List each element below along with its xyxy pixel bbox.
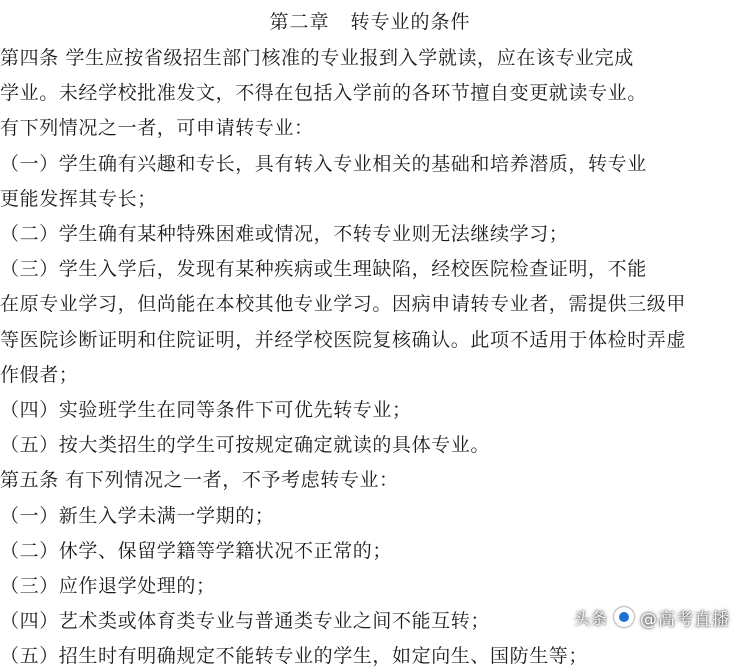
document-line: （二）休学、保留学籍等学籍状况不正常的； [0, 539, 393, 562]
watermark [574, 601, 730, 633]
document-line: 等医院诊断证明和住院证明，并经学校医院复核确认。此项不适用于体检时弄虚 [0, 328, 687, 351]
document-line: 第五条 有下列情况之一者，不予考虑转专业： [0, 469, 399, 492]
document-line: （三）应作退学处理的； [0, 575, 216, 597]
document-line: （三）学生入学后，发现有某种疾病或生理缺陷，经校医院检查证明，不能 [0, 258, 647, 281]
document-line: 学业。未经学校批准发文，不得在包括入学前的各环节擅自变更就读专业。 [0, 82, 647, 105]
document-line: 作假者； [0, 363, 79, 386]
chapter-title: 第二章 转专业的条件 [269, 11, 471, 33]
document-line: 更能发挥其专长； [0, 187, 157, 210]
avatar-icon [614, 607, 634, 627]
watermark-brand: 头条 [573, 608, 608, 628]
document-line: （四）艺术类或体育类专业与普通类专业之间不能互转； [0, 610, 491, 633]
document-line: （五）按大类招生的学生可按规定确定就读的具体专业。 [0, 434, 491, 457]
document-line: （四）实验班学生在同等条件下可优先转专业； [0, 399, 412, 421]
document-line: （一）新生入学未满一学期的； [0, 504, 275, 527]
document-line: （二）学生确有某种特殊困难或情况，不转专业则无法继续学习； [0, 223, 569, 245]
document-line: 在原专业学习，但尚能在本校其他专业学习。因病申请转专业者，需提供三级甲 [0, 293, 687, 316]
document-line: （一）学生确有兴趣和专长，具有转入专业相关的基础和培养潜质，转专业 [0, 152, 647, 175]
document-line: 有下列情况之一者，可申请转专业： [0, 117, 314, 140]
document-line: （五）招生时有明确规定不能转专业的学生，如定向生、国防生等； [0, 645, 589, 668]
watermark-name: @高考直播 [640, 609, 730, 630]
document-line: 第四条 学生应按省级招生部门核准的专业报到入学就读，应在该专业完成 [0, 47, 634, 69]
